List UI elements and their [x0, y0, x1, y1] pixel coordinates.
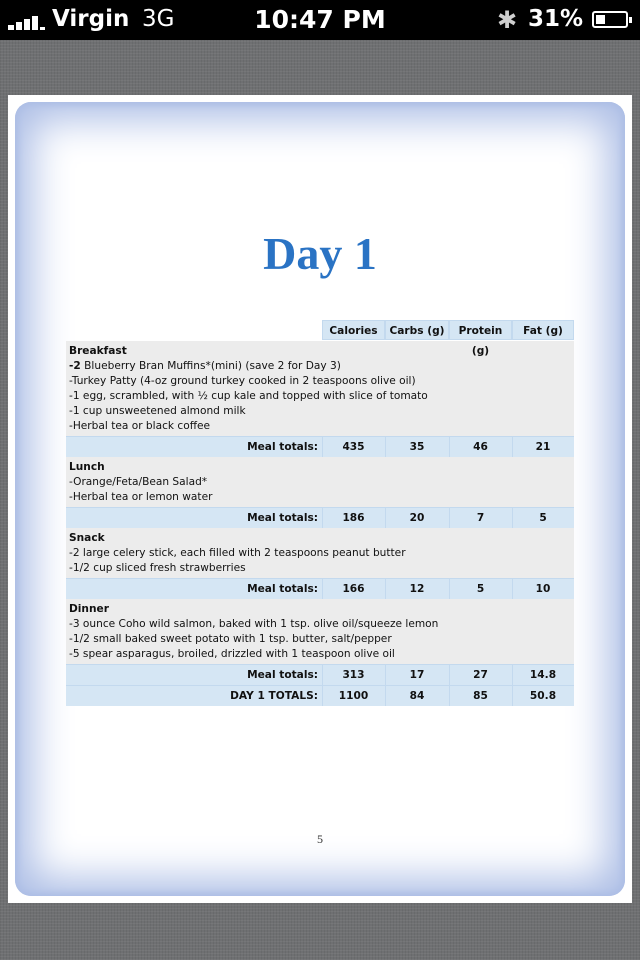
- document-page[interactable]: [8, 95, 632, 903]
- calories-value: 166: [342, 583, 365, 595]
- battery-percentage: 31%: [528, 6, 584, 32]
- meal-totals-label: Meal totals:: [247, 512, 318, 524]
- protein-value: 46: [473, 441, 488, 453]
- meal-totals-row: [66, 436, 574, 457]
- fat-value: 21: [535, 441, 551, 453]
- page-number: 5: [317, 832, 323, 846]
- network-type: 3G: [142, 6, 175, 32]
- protein-value: 5: [476, 583, 485, 595]
- meal-name: Lunch: [69, 461, 105, 473]
- meal-item: -2 large celery stick, each filled with 2 teaspoons peanut butter: [69, 547, 406, 559]
- battery-fill: [596, 15, 605, 24]
- fat-value: 50.8: [529, 690, 557, 702]
- meal-item: -5 spear asparagus, broiled, drizzled with 1 teaspoon olive oil: [69, 648, 395, 660]
- meal-item: -Herbal tea or black coffee: [69, 420, 211, 432]
- fat-value: 10: [535, 583, 551, 595]
- meal-section-lunch: [66, 457, 574, 507]
- column-header-carbs: Carbs (g): [385, 320, 449, 340]
- day-totals-label: DAY 1 TOTALS:: [230, 690, 318, 702]
- calories-value: 313: [342, 669, 365, 681]
- meal-item: -3 ounce Coho wild salmon, baked with 1 tsp. olive oil/squeeze lemon: [69, 618, 439, 630]
- bluetooth-icon: ✱: [497, 6, 518, 34]
- protein-value: 7: [476, 512, 485, 524]
- meal-totals-row: [66, 578, 574, 599]
- calories-value: 435: [342, 441, 365, 453]
- meal-section-dinner: [66, 599, 574, 664]
- calories-value: 186: [342, 512, 365, 524]
- status-bar: [0, 0, 640, 40]
- meal-totals-label: Meal totals:: [247, 583, 318, 595]
- calories-value: 1100: [338, 690, 369, 702]
- meal-totals-row: [66, 507, 574, 528]
- protein-value: 85: [473, 690, 488, 702]
- fat-value: 14.8: [529, 669, 557, 681]
- column-header-calories: Calories: [322, 320, 385, 340]
- meal-item: -1 cup unsweetened almond milk: [69, 405, 246, 417]
- battery-icon: [592, 11, 628, 28]
- column-header-protein: Protein (g): [449, 320, 512, 340]
- meal-item-text: Blueberry Bran Muffins*(mini) (save 2 for Day 3): [80, 360, 341, 372]
- meal-table: [66, 320, 574, 706]
- meal-section-snack: [66, 528, 574, 578]
- protein-value: 27: [473, 669, 488, 681]
- meal-item: -Turkey Patty (4-oz ground turkey cooked in 2 teaspoons olive oil): [69, 375, 416, 387]
- meal-section-breakfast: [66, 341, 574, 436]
- carbs-value: 84: [409, 690, 425, 702]
- fat-value: 5: [539, 512, 547, 524]
- day-totals-row: [66, 685, 574, 706]
- meal-item: -1/2 cup sliced fresh strawberries: [69, 562, 246, 574]
- meal-name: Dinner: [69, 603, 109, 615]
- meal-totals-label: Meal totals:: [247, 669, 318, 681]
- meal-totals-label: Meal totals:: [247, 441, 318, 453]
- meal-name: Breakfast: [69, 345, 127, 357]
- meal-name: Snack: [69, 532, 105, 544]
- meal-item: -Herbal tea or lemon water: [69, 491, 213, 503]
- carbs-value: 17: [409, 669, 425, 681]
- carbs-value: 12: [409, 583, 425, 595]
- battery-nub: [629, 17, 632, 23]
- column-header-fat: Fat (g): [512, 320, 574, 340]
- meal-item: -2 Blueberry Bran Muffins*(mini) (save 2 for Day 3): [69, 360, 341, 372]
- carbs-value: 35: [409, 441, 425, 453]
- clock: 10:47 PM: [254, 5, 386, 34]
- meal-totals-row: [66, 664, 574, 685]
- carrier-name: Virgin: [52, 6, 130, 32]
- meal-item: -1/2 small baked sweet potato with 1 tsp. butter, salt/pepper: [69, 633, 392, 645]
- meal-item: -1 egg, scrambled, with ½ cup kale and topped with slice of tomato: [69, 390, 428, 402]
- carbs-value: 20: [409, 512, 425, 524]
- meal-item: -Orange/Feta/Bean Salad*: [69, 476, 208, 488]
- page-title: Day 1: [263, 228, 377, 279]
